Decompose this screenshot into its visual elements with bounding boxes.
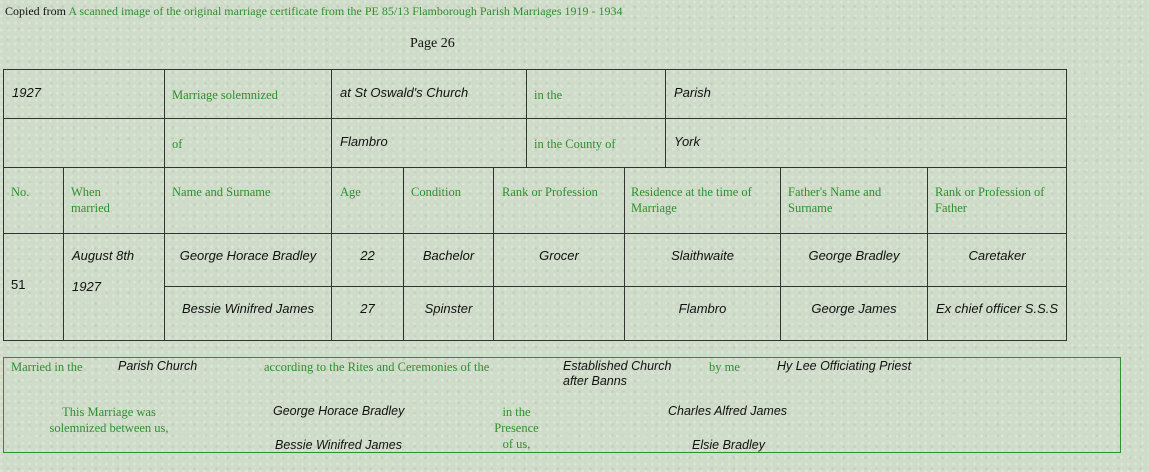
year: 1927 [12, 85, 41, 100]
married-in-label: Married in the [11, 360, 83, 374]
bride-condition: Spinster [424, 301, 473, 316]
marriage-register-table [3, 69, 1067, 341]
bride-name: Bessie Winifred James [181, 301, 315, 316]
between-label-2: solemnized between us, [49, 421, 169, 435]
presence-label-1: in the [502, 405, 531, 419]
rites-label: according to the Rites and Ceremonies of the [264, 360, 490, 374]
between-label-1: This Marriage was [62, 405, 156, 419]
by-me-label: by me [709, 360, 740, 374]
entry-number: 51 [11, 277, 26, 292]
church: at St Oswald's Church [340, 85, 469, 100]
groom-residence: Slaithwaite [671, 248, 734, 263]
parish: Parish [674, 85, 711, 100]
entry-date-day: August 8th [72, 248, 135, 263]
row-divider [164, 286, 1066, 287]
col-divider [665, 70, 666, 167]
bride-age: 27 [360, 301, 375, 316]
col-header-father-name: Father's Name and Surname [788, 185, 882, 215]
officiant: Hy Lee Officiating Priest [777, 359, 912, 373]
county: York [674, 134, 701, 149]
col-divider [331, 70, 332, 340]
col-divider [63, 167, 64, 340]
entry-date-year: 1927 [72, 279, 101, 294]
of-label: of [172, 137, 183, 151]
presence-label-2: Presence [494, 421, 539, 435]
witness-2: Elsie Bradley [692, 438, 765, 452]
col-divider [526, 70, 527, 167]
page-number: Page 26 [410, 36, 455, 51]
col-header-rank: Rank or Profession [502, 185, 598, 199]
col-header-age: Age [340, 185, 361, 199]
source-link[interactable]: A scanned image of the original marriage certificate from the PE 85/13 Flamborough Parish Marriages 1919 - 1934 [68, 4, 623, 18]
groom-father-rank: Caretaker [968, 248, 1026, 263]
col-header-father-rank: Rank or Profession of Father [935, 185, 1045, 215]
source-note [5, 4, 623, 19]
party-1: George Horace Bradley [273, 404, 405, 418]
col-header-when-married: When married [71, 185, 110, 215]
groom-rank: Grocer [539, 248, 579, 263]
marriage-solemnized-label: Marriage solemnized [172, 88, 278, 102]
bride-residence: Flambro [678, 301, 727, 316]
rites-value-1: Established Church [563, 359, 672, 373]
county-label: in the County of [534, 137, 616, 151]
col-header-condition: Condition [411, 185, 462, 199]
witness-1: Charles Alfred James [668, 404, 788, 418]
col-header-no: No. [11, 185, 30, 199]
witness-box [3, 357, 1121, 453]
groom-name: George Horace Bradley [179, 248, 317, 263]
bride-father-name: George James [811, 301, 897, 316]
groom-father-name: George Bradley [808, 248, 900, 263]
groom-condition: Bachelor [422, 248, 475, 263]
bride-father-rank: Ex chief officer S.S.S [935, 301, 1059, 316]
col-header-name: Name and Surname [172, 185, 271, 199]
source-prefix: Copied from [5, 4, 66, 18]
presence-label-3: of us, [502, 437, 531, 451]
col-header-residence: Residence at the time of Marriage [631, 185, 752, 215]
place: Flambro [340, 134, 388, 149]
groom-age: 22 [360, 248, 375, 263]
in-the-label: in the [534, 88, 563, 102]
col-divider [164, 70, 165, 340]
party-2: Bessie Winifred James [275, 438, 403, 452]
married-in-value: Parish Church [118, 359, 198, 373]
rites-value-2: after Banns [563, 374, 627, 388]
